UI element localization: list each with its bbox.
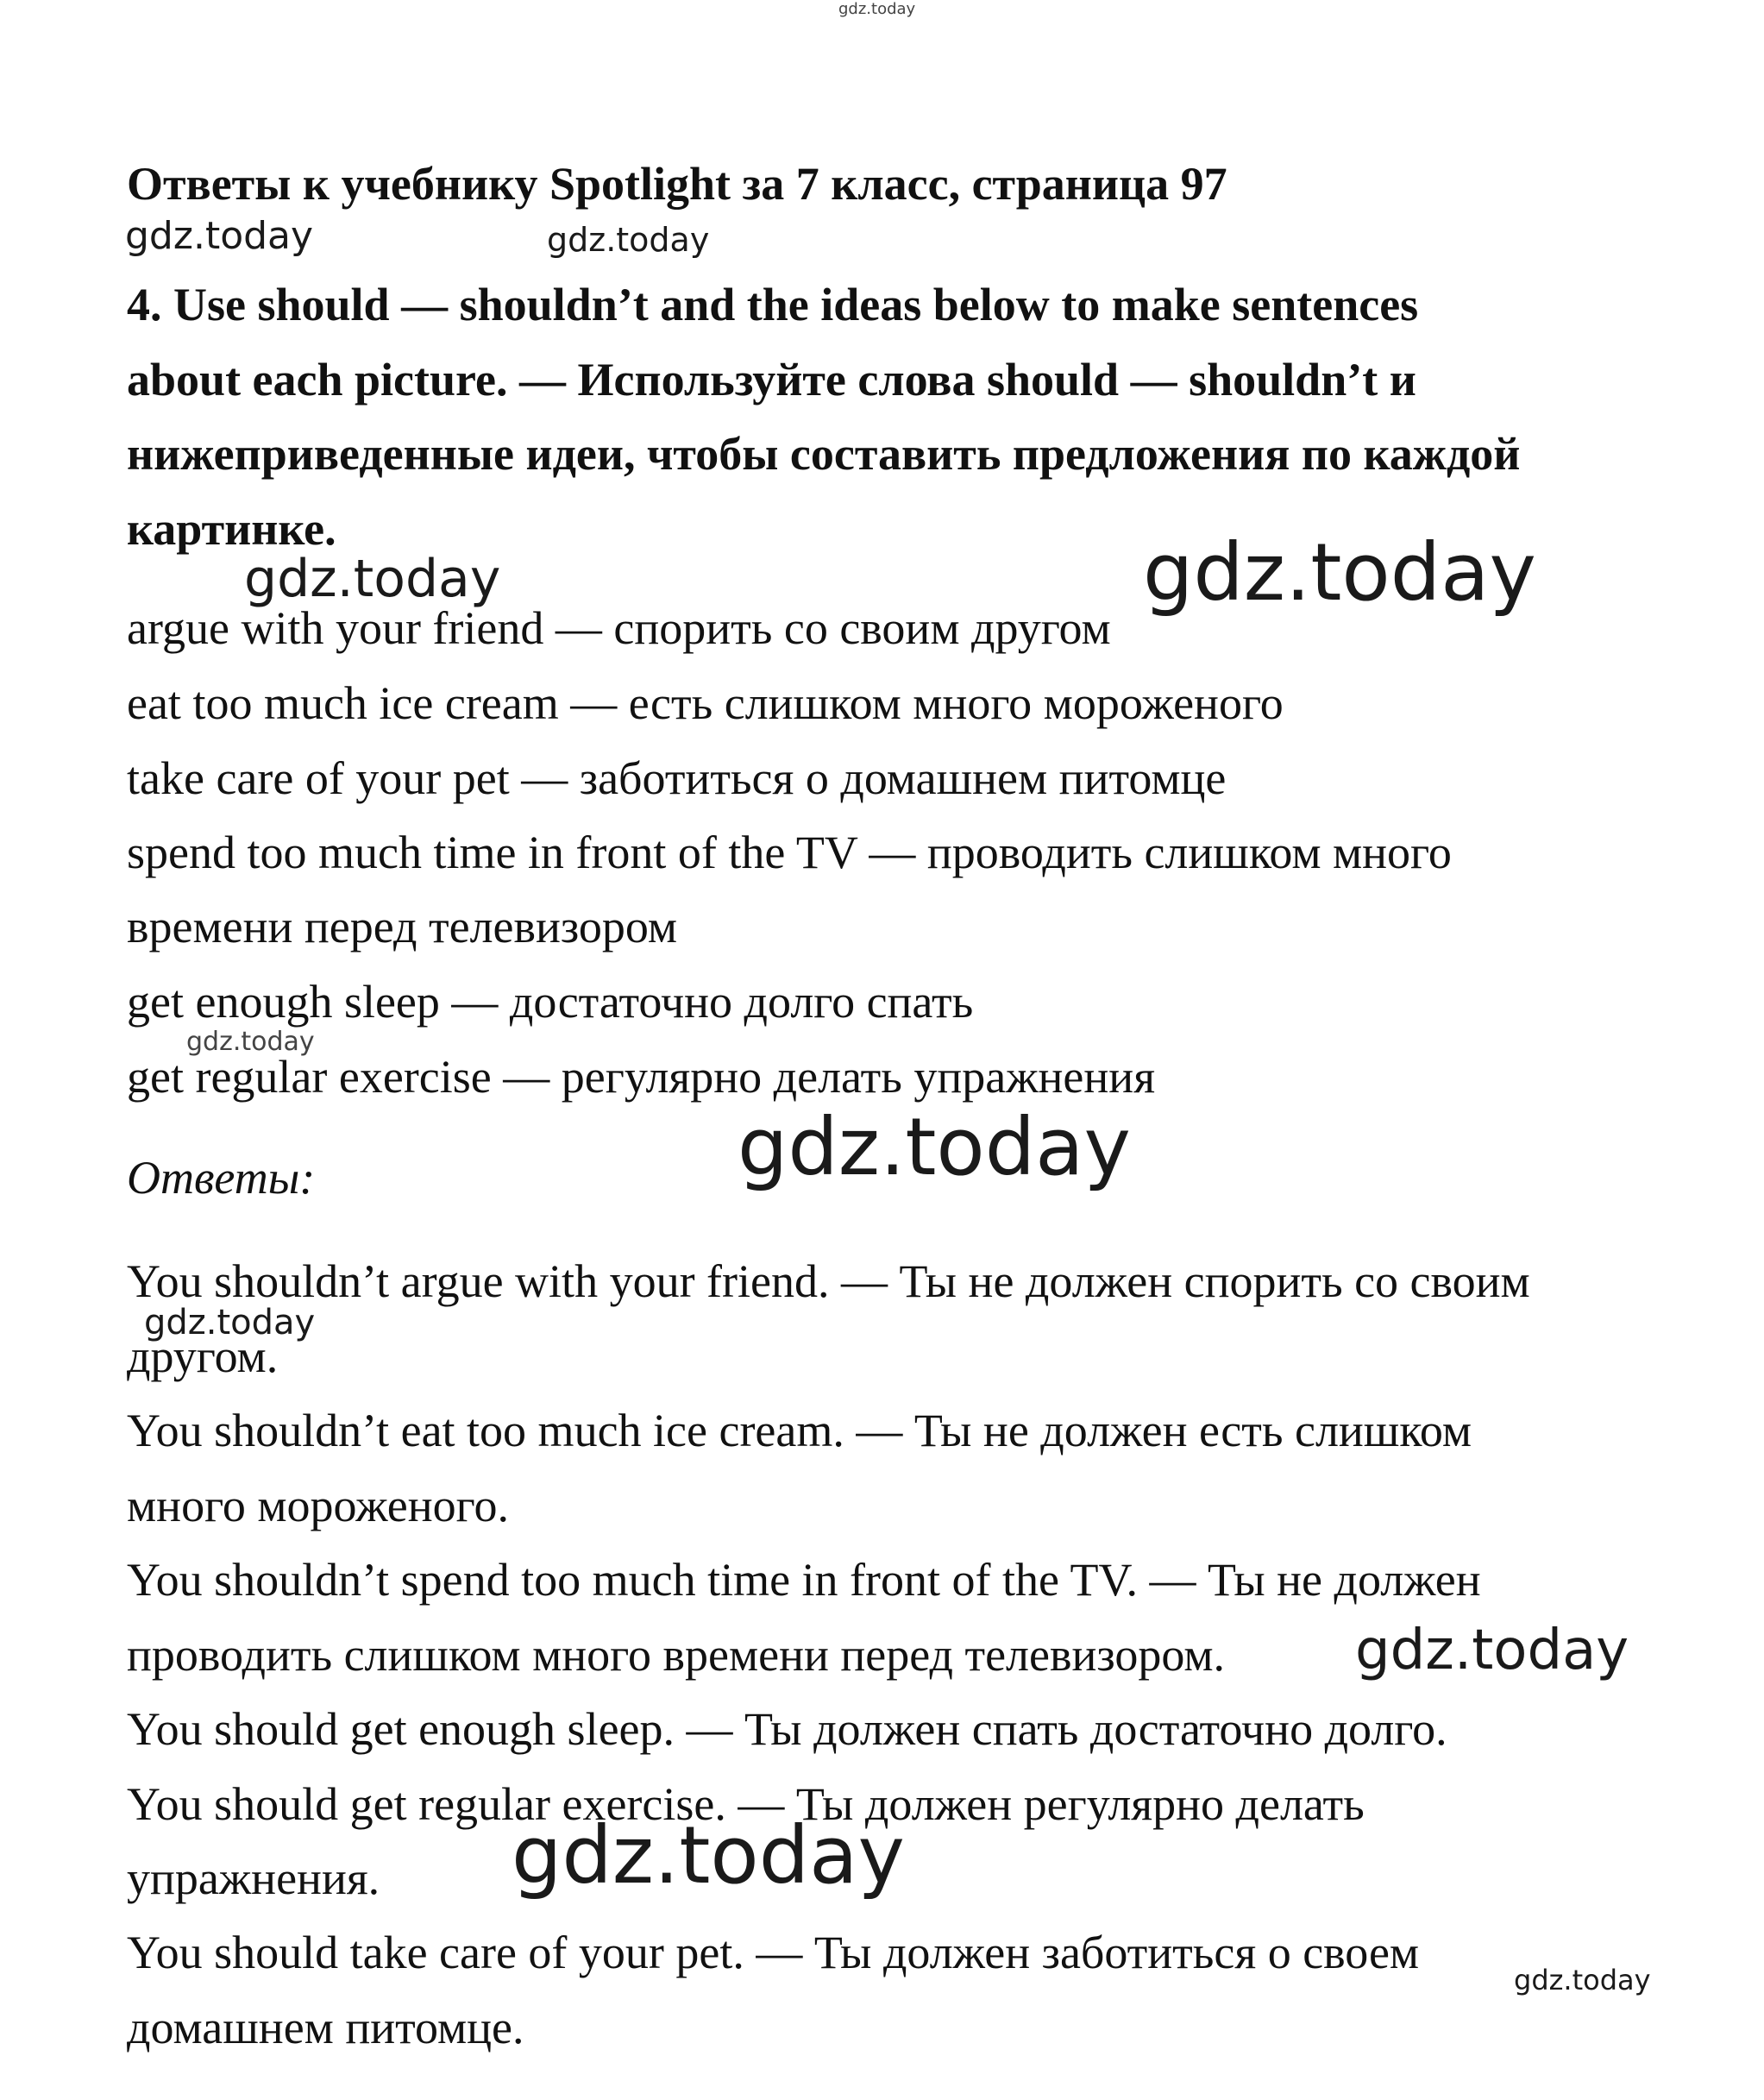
watermark: gdz.today: [1355, 1619, 1629, 1682]
idea-line: argue with your friend — спорить со своим другом: [127, 602, 1111, 654]
answer-line: упражнения.: [127, 1852, 380, 1904]
idea-line: времени перед телевизором: [127, 901, 678, 953]
answer-line: You shouldn’t eat too much ice cream. — Ты не должен есть слишком: [127, 1405, 1472, 1456]
answer-line: проводить слишком много времени перед телевизором.: [127, 1629, 1226, 1681]
idea-line: get regular exercise — регулярно делать упражнения: [127, 1051, 1156, 1103]
task-line: нижеприведенные идеи, чтобы составить предложения по каждой: [127, 428, 1521, 480]
answer-line: You shouldn’t spend too much time in front of the TV. — Ты не должен: [127, 1554, 1481, 1606]
answer-line: много мороженого.: [127, 1480, 509, 1531]
idea-line: spend too much time in front of the TV — проводить слишком много: [127, 827, 1452, 878]
watermark: gdz.today: [738, 1101, 1131, 1193]
answer-line: другом.: [127, 1330, 279, 1382]
watermark: gdz.today: [838, 0, 916, 18]
watermark: gdz.today: [144, 1303, 316, 1342]
answers-heading: Ответы:: [127, 1152, 316, 1204]
answer-line: You shouldn’t argue with your friend. — Ты не должен спорить со своим: [127, 1255, 1530, 1307]
watermark: gdz.today: [512, 1809, 905, 1902]
watermark: gdz.today: [547, 221, 710, 259]
idea-line: eat too much ice cream — есть слишком много мороженого: [127, 677, 1284, 729]
task-line: картинке.: [127, 503, 336, 555]
answer-line: You should get enough sleep. — Ты должен спать достаточно долго.: [127, 1703, 1447, 1755]
answer-line: You should take care of your pet. — Ты должен заботиться о своем: [127, 1927, 1420, 1978]
page-title: Ответы к учебнику Spotlight за 7 класс, страница 97: [127, 158, 1227, 210]
idea-line: take care of your pet — заботиться о домашнем питомце: [127, 752, 1227, 804]
answer-line: You should get regular exercise. — Ты должен регулярно делать: [127, 1778, 1365, 1830]
watermark: gdz.today: [1514, 1964, 1651, 1996]
answer-line: домашнем питомце.: [127, 2002, 524, 2053]
watermark: gdz.today: [244, 549, 501, 609]
task-line: 4. Use should — shouldn’t and the ideas below to make sentences: [127, 279, 1419, 330]
idea-line: get enough sleep — достаточно долго спать: [127, 976, 974, 1028]
watermark: gdz.today: [186, 1027, 315, 1057]
task-line: about each picture. — Используйте слова should — shouldn’t и: [127, 354, 1416, 406]
watermark: gdz.today: [125, 214, 314, 258]
watermark: gdz.today: [1143, 526, 1536, 619]
